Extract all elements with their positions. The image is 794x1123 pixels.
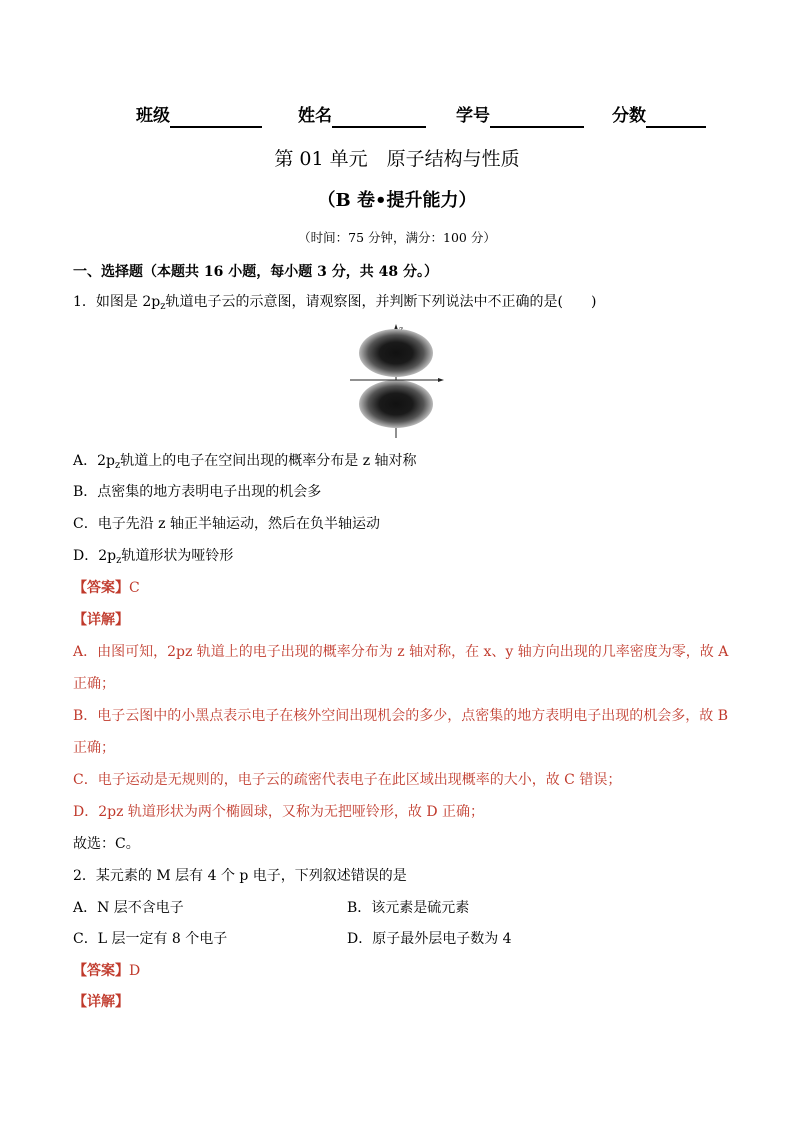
answer-value: D bbox=[129, 963, 141, 979]
section-title: 一、选择题（本题共 16 小题，每小题 3 分，共 48 分。） bbox=[73, 264, 438, 280]
name-label: 姓名 bbox=[298, 106, 332, 126]
question-2-option-c: C．L 层一定有 8 个电子 bbox=[73, 931, 228, 947]
detail-line: 正确； bbox=[73, 676, 115, 692]
detail-line: A．由图可知，2pz 轨道上的电子出现的概率分布为 z 轴对称，在 x、y 轴方向出现的几率密度为零，故 A bbox=[73, 644, 729, 660]
student-id-label: 学号 bbox=[456, 106, 490, 126]
answer-value: C bbox=[129, 580, 140, 596]
score-label: 分数 bbox=[612, 106, 646, 126]
detail-line: B．电子云图中的小黑点表示电子在核外空间出现机会的多少，点密集的地方表明电子出现的机会多，故 B bbox=[73, 708, 729, 724]
question-1-detail-label: 【详解】 bbox=[73, 612, 129, 628]
x-axis-arrow bbox=[438, 378, 444, 382]
question-2-option-b: B．该元素是硫元素 bbox=[347, 900, 470, 916]
class-label: 班级 bbox=[136, 106, 170, 126]
lower-lobe bbox=[359, 380, 433, 428]
question-1-option-d: D．$2p_z$轨道形状为哑铃形 bbox=[73, 548, 234, 566]
question-1-option-a: A．$2p_z$轨道上的电子在空间出现的概率分布是 z 轴对称 bbox=[73, 453, 417, 471]
student-info-row bbox=[136, 104, 706, 128]
question-2-option-d: D．原子最外层电子数为 4 bbox=[347, 931, 512, 947]
class-field[interactable] bbox=[170, 108, 262, 128]
detail-line: 正确； bbox=[73, 740, 115, 756]
question-1-answer bbox=[73, 578, 140, 598]
unit-title: 第 01 单元 原子结构与性质 bbox=[274, 148, 520, 170]
exam-subtitle: （B 卷•提升能力） bbox=[317, 190, 477, 211]
question-1-stem: 1．如图是 $2p_z$轨道电子云的示意图，请观察图，并判断下列说法中不正确的是( ) bbox=[73, 294, 597, 312]
upper-lobe bbox=[359, 329, 433, 377]
detail-line: C．电子运动是无规则的，电子云的疏密代表电子在此区域出现概率的大小，故 C 错误； bbox=[73, 772, 622, 788]
question-1-option-c: C．电子先沿 z 轴正半轴运动，然后在负半轴运动 bbox=[73, 516, 380, 532]
name-field[interactable] bbox=[332, 108, 426, 128]
question-1-conclusion: 故选：C。 bbox=[73, 836, 140, 852]
time-info: （时间：75 分钟，满分：100 分） bbox=[298, 230, 496, 245]
question-2-answer bbox=[73, 961, 140, 981]
answer-label: 【答案】 bbox=[73, 580, 129, 596]
detail-line: D．2pz 轨道形状为两个椭圆球，又称为无把哑铃形，故 D 正确； bbox=[73, 804, 485, 820]
score-field[interactable] bbox=[646, 108, 706, 128]
question-2-stem: 2．某元素的 M 层有 4 个 p 电子，下列叙述错误的是 bbox=[73, 868, 407, 884]
question-1-option-b: B．点密集的地方表明电子出现的机会多 bbox=[73, 484, 322, 500]
question-2-detail-label: 【详解】 bbox=[73, 994, 129, 1010]
answer-label: 【答案】 bbox=[73, 963, 129, 979]
question-2-option-a: A．N 层不含电子 bbox=[73, 900, 184, 916]
electron-cloud-figure bbox=[348, 322, 448, 440]
student-id-field[interactable] bbox=[490, 108, 584, 128]
